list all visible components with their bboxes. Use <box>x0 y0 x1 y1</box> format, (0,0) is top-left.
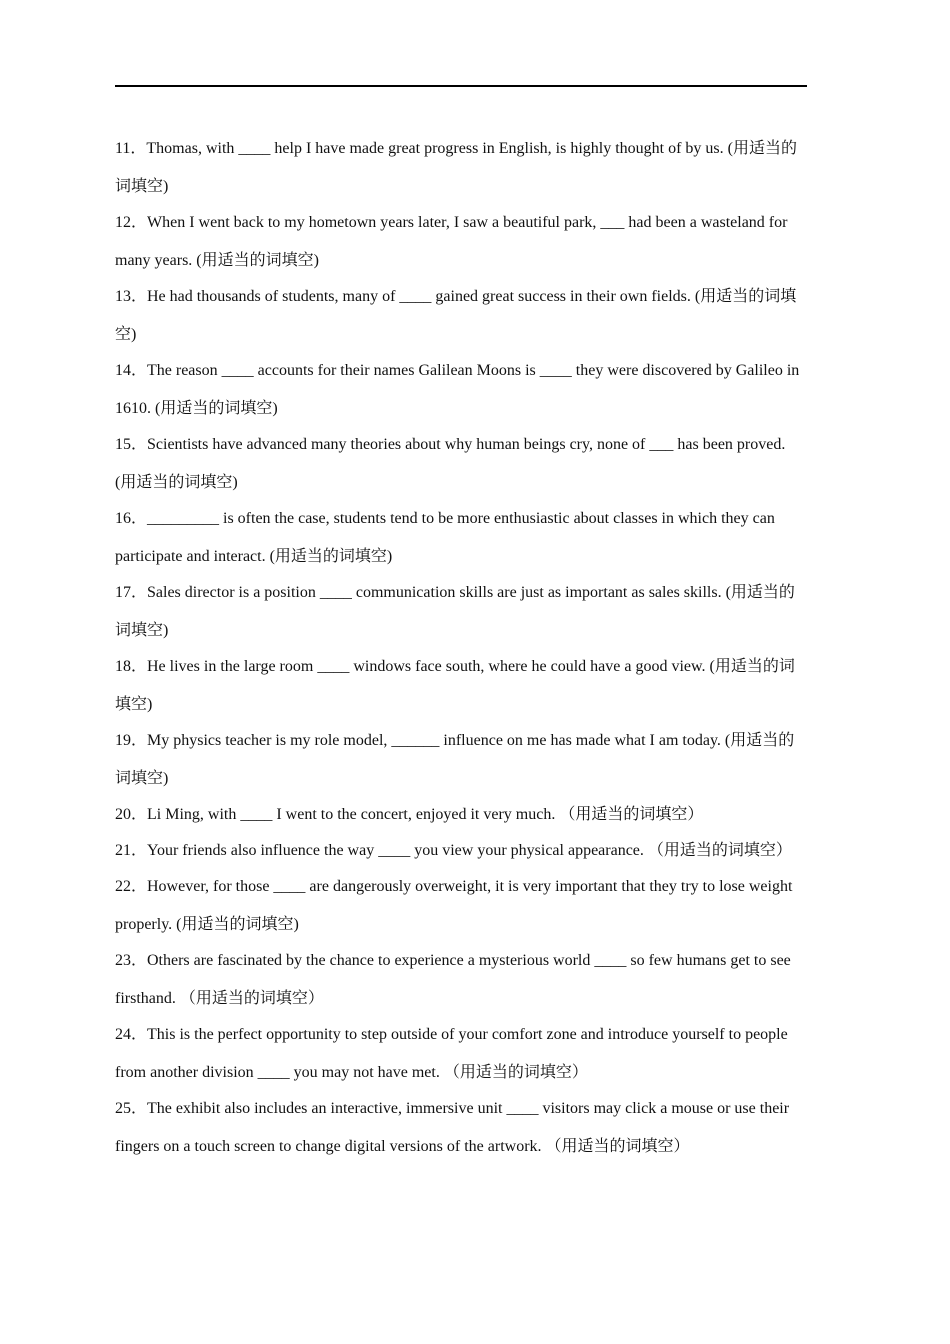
question-24: 24．This is the perfect opportunity to step outside of your comfort zone and introduce yourself to people from another division ____ you may not have met. （用适当的词填空） <box>115 1026 788 1081</box>
question-13: 13．He had thousands of students, many of ____ gained great success in their own fields. (用适当的词填空) <box>115 288 797 343</box>
question-list <box>115 130 805 1164</box>
header-rule <box>115 85 807 87</box>
question-15: 15．Scientists have advanced many theories about why human beings cry, none of ___ has been proved. (用适当的词填空) <box>115 436 786 491</box>
question-12: 12．When I went back to my hometown years later, I saw a beautiful park, ___ had been a wasteland for many years. (用适当的词填空) <box>115 214 788 269</box>
question-25: 25．The exhibit also includes an interactive, immersive unit ____ visitors may click a mouse or use their fingers on a touch screen to change digital versions of the artwork. （用适当的词填空） <box>115 1100 790 1155</box>
question-20: 20．Li Ming, with ____ I went to the concert, enjoyed it very much. （用适当的词填空） <box>115 806 704 823</box>
question-18: 18．He lives in the large room ____ windows face south, where he could have a good view. (用适当的词填空) <box>115 658 795 713</box>
question-11: 11．Thomas, with ____ help I have made great progress in English, is highly thought of by us. (用适当的词填空) <box>115 140 797 195</box>
question-14: 14．The reason ____ accounts for their names Galilean Moons is ____ they were discovered by Galileo in 1610. (用适当的词填空) <box>115 362 800 417</box>
question-21: 21．Your friends also influence the way ____ you view your physical appearance. （用适当的词填空） <box>115 842 792 859</box>
question-17: 17．Sales director is a position ____ communication skills are just as important as sales skills. (用适当的词填空) <box>115 584 795 639</box>
question-22: 22．However, for those ____ are dangerously overweight, it is very important that they try to lose weight properly. (用适当的词填空) <box>115 878 793 933</box>
question-23: 23．Others are fascinated by the chance to experience a mysterious world ____ so few humans get to see firsthand. （用适当的词填空） <box>115 952 791 1007</box>
question-19: 19．My physics teacher is my role model, ______ influence on me has made what I am today. (用适当的词填空) <box>115 732 795 787</box>
question-16: 16．_________ is often the case, students tend to be more enthusiastic about classes in which they can participate and interact. (用适当的词填空) <box>115 510 775 565</box>
